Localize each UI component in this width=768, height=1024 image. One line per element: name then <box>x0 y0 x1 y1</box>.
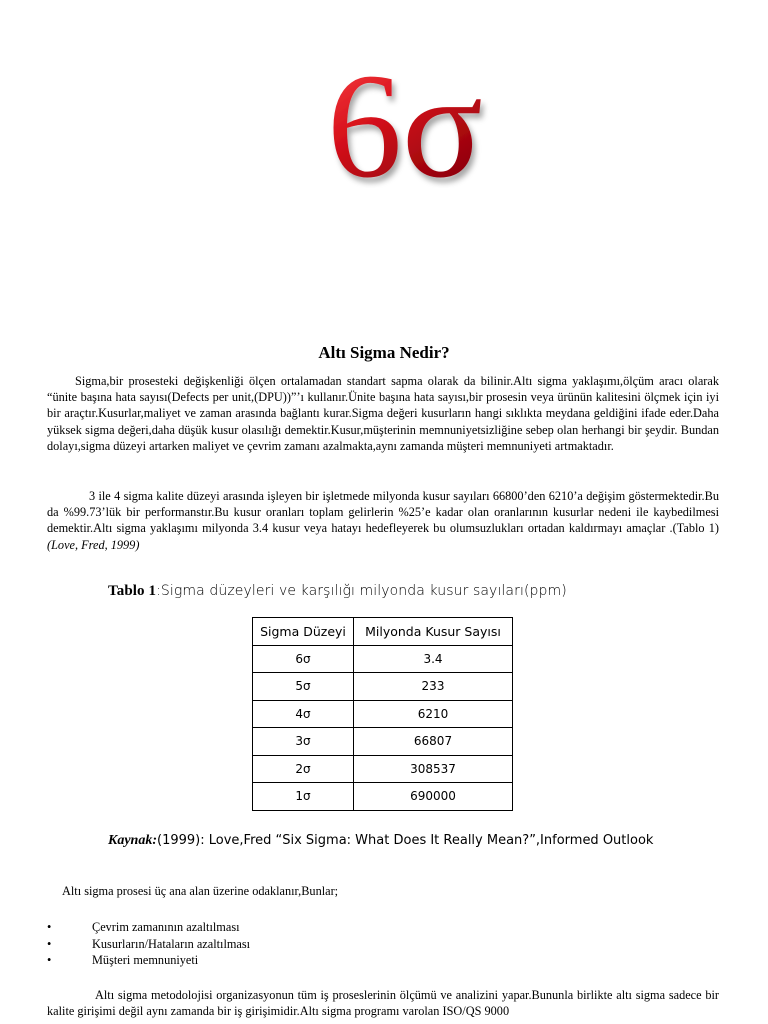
table-row <box>253 755 513 783</box>
bullet-icon: • <box>47 920 52 934</box>
table-source <box>108 833 653 849</box>
paragraph-methodology: Altı sigma metodolojisi organizasyonun tüm iş proseslerinin ölçümü ve analizini yapar.Bununla birlikte altı sigma sadece bir kalite girişimi değil aynı zamanda bir iş girişimidir.Altı sigma programı varolan ISO/QS 9000 <box>47 988 719 1019</box>
defect-count-cell: 3.4 <box>354 645 513 673</box>
list-item <box>47 919 250 936</box>
paragraph-defect-rates <box>47 488 719 553</box>
bullet-icon: • <box>47 953 52 967</box>
defect-count-cell: 690000 <box>354 783 513 811</box>
bullet-icon: • <box>47 936 52 951</box>
logo-text: 6σ <box>327 58 483 188</box>
table-header-row <box>253 618 513 646</box>
list-item <box>47 952 250 969</box>
sigma-level-cell: 3σ <box>253 728 354 756</box>
sigma-level-cell: 2σ <box>253 755 354 783</box>
table-row <box>253 673 513 701</box>
table-row <box>253 645 513 673</box>
focus-areas-intro: Altı sigma prosesi üç ana alan üzerine odaklanır,Bunlar; <box>62 884 339 898</box>
focus-areas-list <box>47 919 250 969</box>
list-item-text: Çevrim zamanının azaltılması <box>92 920 240 934</box>
defect-count-cell: 233 <box>354 673 513 701</box>
table-row <box>253 728 513 756</box>
table-header-sigma: Sigma Düzeyi <box>253 618 354 646</box>
list-item <box>47 936 250 953</box>
sigma-table <box>252 617 513 811</box>
defect-count-cell: 66807 <box>354 728 513 756</box>
list-item-text: Kusurların/Hataların azaltılması <box>92 936 251 951</box>
table-caption-lead: Tablo 1 <box>108 583 157 599</box>
sigma-level-cell: 6σ <box>253 645 354 673</box>
six-sigma-logo <box>310 58 500 188</box>
sigma-level-cell: 4σ <box>253 700 354 728</box>
list-item-text: Müşteri memnuniyeti <box>92 953 199 967</box>
table-row <box>253 700 513 728</box>
sigma-level-cell: 5σ <box>253 673 354 701</box>
table-caption <box>108 583 567 600</box>
table-caption-text: :Sigma düzeyleri ve karşılığı milyonda kusur sayıları(ppm) <box>156 583 567 599</box>
paragraph-defect-rates-text: 3 ile 4 sigma kalite düzeyi arasında işleyen bir işletmede milyonda kusur sayıları 66800’den 6210’a değişim göstermektedir.Bu da %99.73’lük bir performanstır.Bu kusur oranları toplam gelirlerin %25’e kadar olan oranlarının kusurlar nedeni ile kaybedilmesi demektir.Altı sigma yaklaşımı milyonda 3.4 kusur veya hatayı hedefleyerek bu olumsuzlukları ortadan kaldırmayı amaçlar .(Tablo 1) <box>47 489 719 536</box>
table-header-defects: Milyonda Kusur Sayısı <box>354 618 513 646</box>
page-title: Altı Sigma Nedir? <box>318 343 450 362</box>
source-lead: Kaynak: <box>108 833 157 848</box>
paragraph-sigma-definition: Sigma,bir prosesteki değişkenliği ölçen ortalamadan standart sapma olarak da bilinir.Altı sigma yaklaşımı,ölçüm aracı olarak “ünite başına hata sayısı(Defects per unit,(DPU))”’ı kullanır.Ünite başına hata sayısı,bir prosesin veya ürünün kalitesini ölçmek için iyi bir araçtır.Kusurlar,maliyet ve zaman arasında bağlantı kurar.Sigma değeri kusurların hangi sıklıkta meydana geldiğini ifade eder.Daha yüksek sigma değeri,daha düşük kusur olasılığı demektir.Kusur,müşterinin memnuniyetsizliğine sebep olan herhangi bir şeydir. Bundan dolayı,sigma düzeyi artarken maliyet ve çevrim zamanı azalmakta,aynı zamanda müşteri memnuniyeti artmaktadır. <box>47 374 719 453</box>
defect-count-cell: 6210 <box>354 700 513 728</box>
citation: (Love, Fred, 1999) <box>47 537 140 552</box>
source-text: (1999): Love,Fred “Six Sigma: What Does It Really Mean?”,Informed Outlook <box>157 833 654 848</box>
sigma-level-cell: 1σ <box>253 783 354 811</box>
table-row <box>253 783 513 811</box>
defect-count-cell: 308537 <box>354 755 513 783</box>
